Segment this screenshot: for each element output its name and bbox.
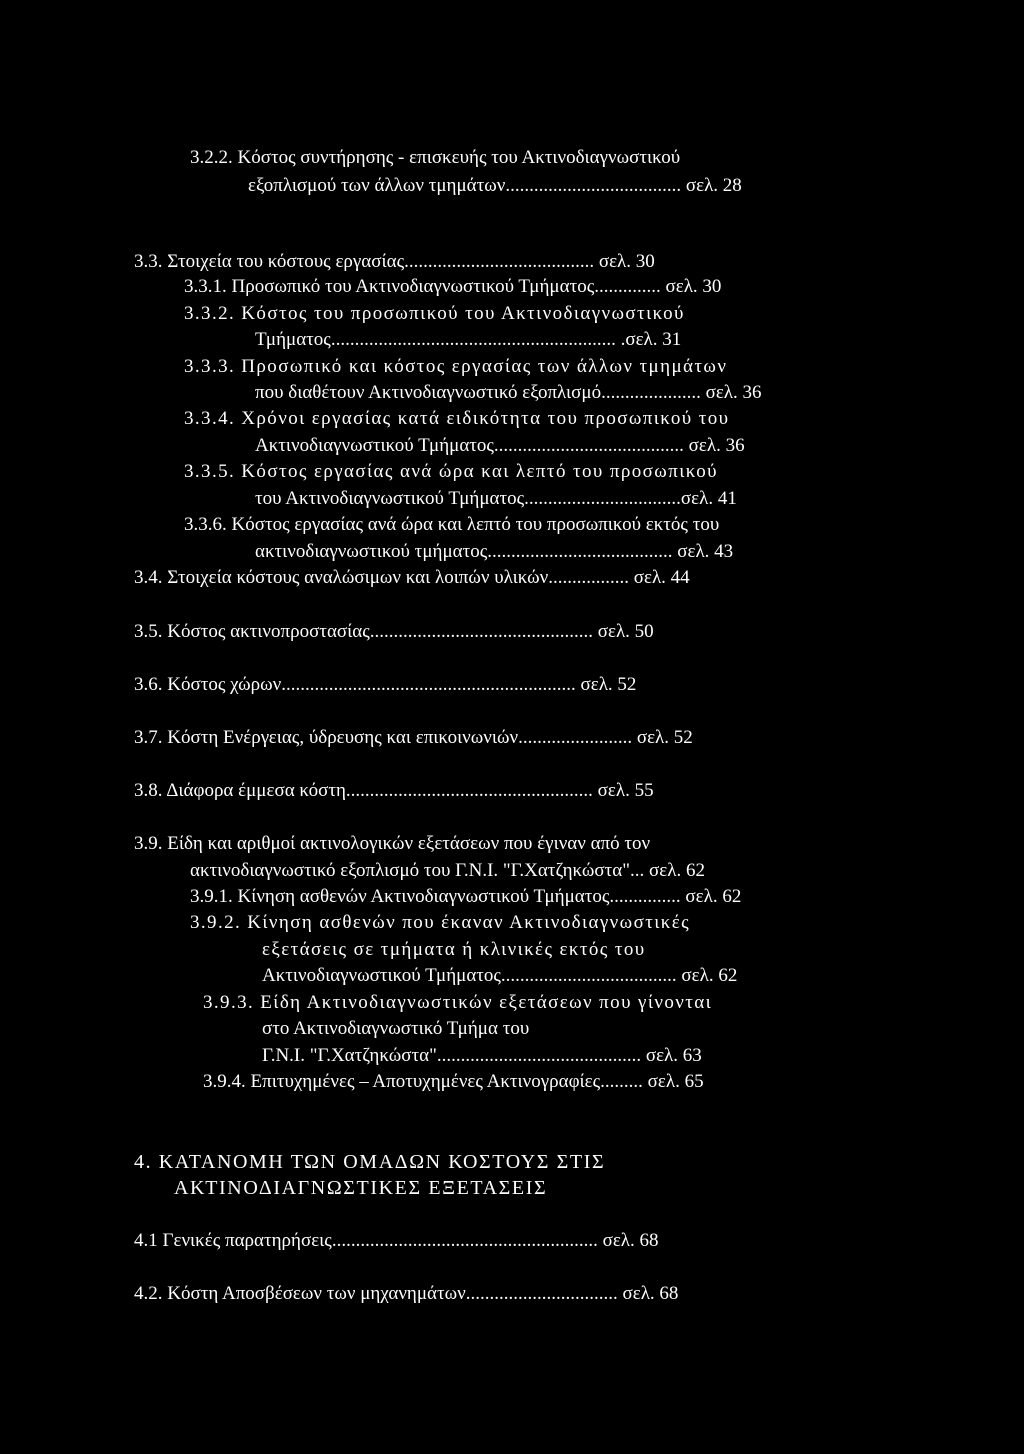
toc-entry-3-9-4: 3.9.4. Επιτυχημένες – Αποτυχημένες Ακτινογραφίες......... σελ. 65: [203, 1071, 704, 1092]
toc-entry-3-4: 3.4. Στοιχεία κόστους αναλώσιμων και λοιπών υλικών................. σελ. 44: [134, 567, 690, 588]
toc-entry-3-3-5-cont: του Ακτινοδιαγνωστικού Τμήματος.................................σελ. 41: [255, 488, 737, 509]
toc-entry-3-5: 3.5. Κόστος ακτινοπροστασίας............................................... σελ. 50: [134, 621, 654, 642]
toc-entry-3-9-2: 3.9.2. Κίνηση ασθενών που έκαναν Ακτινοδιαγνωστικές: [190, 912, 691, 933]
toc-entry-3-3-2-cont: Τμήματος............................................................ .σελ. 31: [255, 329, 682, 350]
chapter-4-heading-cont: ΑΚΤΙΝΟΔΙΑΓΝΩΣΤΙΚΕΣ ΕΞΕΤΑΣΕΙΣ: [174, 1177, 548, 1199]
toc-entry-3-3-2: 3.3.2. Κόστος του προσωπικού του Ακτινοδιαγνωστικού: [184, 303, 685, 324]
toc-entry-3-9: 3.9. Είδη και αριθμοί ακτινολογικών εξετάσεων που έγιναν από τον: [134, 833, 651, 854]
toc-entry-3-3-3-cont: που διαθέτουν Ακτινοδιαγνωστικό εξοπλισμό..................... σελ. 36: [255, 382, 762, 403]
toc-entry-3-6: 3.6. Κόστος χώρων.............................................................. σελ. 52: [134, 674, 637, 695]
toc-entry-3-3-5: 3.3.5. Κόστος εργασίας ανά ώρα και λεπτό του προσωπικού: [184, 461, 718, 482]
toc-entry-3-3-6-cont: ακτινοδιαγνωστικού τμήματος....................................... σελ. 43: [255, 541, 734, 562]
toc-entry-3-9-2-cont1: εξετάσεις σε τμήματα ή κλινικές εκτός του: [262, 939, 646, 960]
toc-entry-3-9-3-cont2: Γ.Ν.Ι. "Γ.Χατζηκώστα"........................................... σελ. 63: [262, 1045, 702, 1066]
toc-entry-3-3-3: 3.3.3. Προσωπικό και κόστος εργασίας των άλλων τμημάτων: [184, 356, 728, 377]
toc-entry-3-2-2: 3.2.2. Κόστος συντήρησης - επισκευής του Ακτινοδιαγνωστικού: [190, 147, 681, 168]
toc-entry-3-7: 3.7. Κόστη Ενέργειας, ύδρευσης και επικοινωνιών........................ σελ. 52: [134, 727, 693, 748]
toc-entry-3-9-3: 3.9.3. Είδη Ακτινοδιαγνωστικών εξετάσεων που γίνονται: [203, 992, 713, 1013]
chapter-4-heading: 4. ΚΑΤΑΝΟΜΗ ΤΩΝ ΟΜΑΔΩΝ ΚΟΣΤΟΥΣ ΣΤΙΣ: [134, 1151, 606, 1173]
toc-entry-4-2: 4.2. Κόστη Αποσβέσεων των μηχανημάτων................................ σελ. 68: [134, 1283, 679, 1304]
toc-entry-3-9-1: 3.9.1. Κίνηση ασθενών Ακτινοδιαγνωστικού Τμήματος............... σελ. 62: [190, 886, 742, 907]
toc-entry-3-9-2-cont2: Ακτινοδιαγνωστικού Τμήματος..................................... σελ. 62: [262, 965, 738, 986]
toc-entry-3-8: 3.8. Διάφορα έμμεσα κόστη.................................................... σελ. 55: [134, 780, 654, 801]
toc-entry-4-1: 4.1 Γενικές παρατηρήσεις........................................................ σελ. 68: [134, 1230, 659, 1251]
toc-entry-3-2-2-cont: εξοπλισμού των άλλων τμημάτων..................................... σελ. 28: [248, 175, 742, 196]
toc-entry-3-3-4-cont: Ακτινοδιαγνωστικού Τμήματος........................................ σελ. 36: [255, 435, 745, 456]
toc-entry-3-9-3-cont1: στο Ακτινοδιαγνωστικό Τμήμα του: [262, 1018, 530, 1039]
toc-entry-3-3-4: 3.3.4. Χρόνοι εργασίας κατά ειδικότητα του προσωπικού του: [184, 408, 730, 429]
toc-entry-3-3-1: 3.3.1. Προσωπικό του Ακτινοδιαγνωστικού Τμήματος.............. σελ. 30: [184, 276, 722, 297]
toc-entry-3-3-6: 3.3.6. Κόστος εργασίας ανά ώρα και λεπτό του προσωπικού εκτός του: [184, 514, 720, 535]
toc-entry-3-9-cont: ακτινοδιαγνωστικό εξοπλισμό του Γ.Ν.Ι. "Γ.Χατζηκώστα"... σελ. 62: [190, 860, 705, 881]
toc-entry-3-3: 3.3. Στοιχεία του κόστους εργασίας........................................ σελ. 30: [134, 251, 655, 272]
